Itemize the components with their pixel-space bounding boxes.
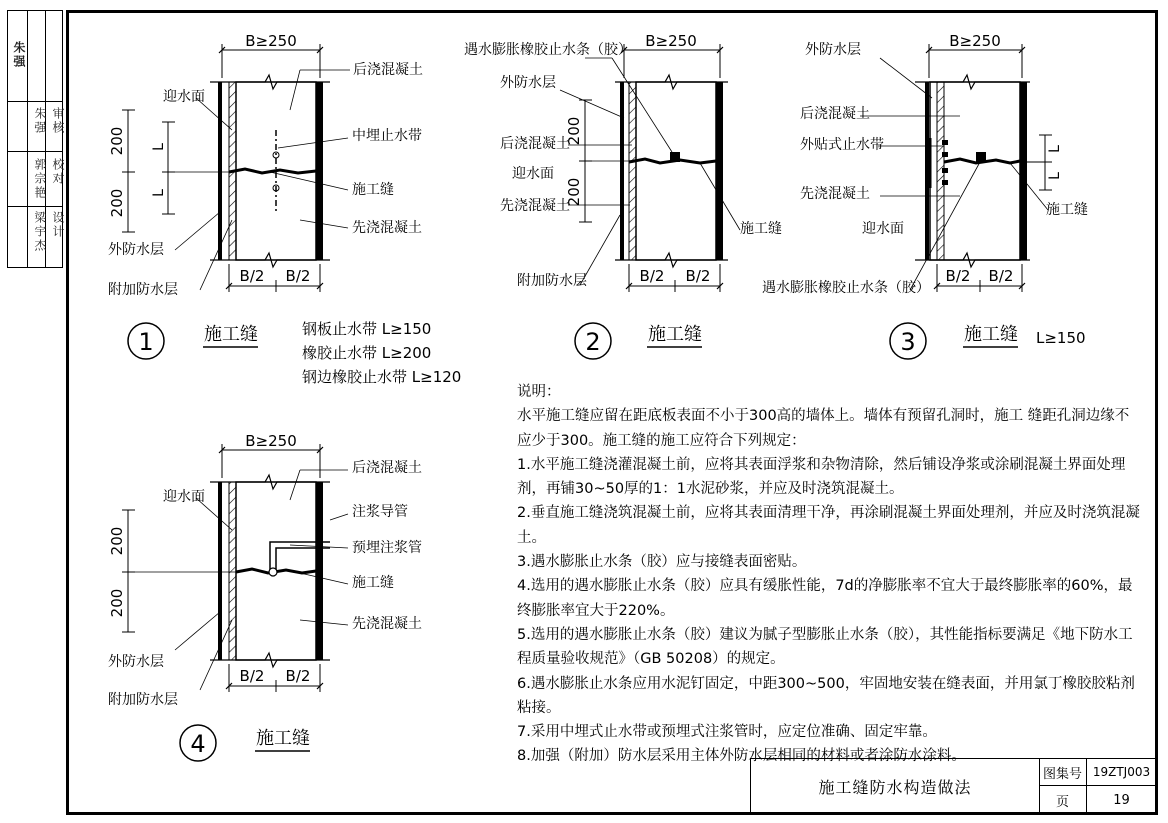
L-label-3a: L [1047, 145, 1063, 153]
sidebar-role-review: 审核 [51, 107, 65, 135]
diagram-title-3: 施工缝 [964, 324, 1018, 345]
page-number: 19 [1113, 792, 1130, 808]
sidebar-signature-1: 朱强 [12, 41, 26, 69]
diagram-title-4: 施工缝 [256, 728, 310, 749]
label-joint-3: 施工缝 [1046, 202, 1088, 218]
sidebar-role-design: 设计 [51, 211, 65, 239]
notes-item-7: 7.采用中埋式止水带或预埋式注浆管时，应定位准确、固定牢靠。 [517, 724, 937, 741]
diagram-number-1: 1 [138, 328, 154, 356]
swelling-waterstop-2 [670, 152, 680, 162]
label-swelling-strip-3: 遇水膨胀橡胶止水条（胶） [762, 280, 930, 296]
notes-item-2: 2.垂直施工缝浇筑混凝土前，应将其表面清理干净，再涂刷混凝土界面处理剂，并应及时浇筑混凝土。 [517, 505, 1140, 546]
label-outer-waterproof-3: 外防水层 [805, 42, 861, 58]
diagram-number-3: 3 [900, 328, 916, 356]
width-label-4: B≥250 [245, 432, 297, 450]
label-joint-1: 施工缝 [352, 182, 394, 198]
label-additional-waterproof-4: 附加防水层 [108, 692, 178, 708]
diagram-title-2: 施工缝 [648, 324, 702, 345]
requirement-rubber-1: 橡胶止水带 L≥200 [302, 344, 432, 362]
label-embedded-grout-pipe-4: 预埋注浆管 [352, 540, 422, 556]
atlas-number: 19ZTJ003 [1087, 759, 1156, 786]
diagram-number-4: 4 [190, 730, 206, 758]
half-width-label-2b: B/2 [685, 267, 711, 285]
half-width-label-3b: B/2 [988, 267, 1014, 285]
label-swelling-strip-2: 遇水膨胀橡胶止水条（胶） [464, 42, 632, 58]
dim-200-lower-4: 200 [108, 588, 126, 618]
label-joint-2: 施工缝 [740, 221, 782, 237]
notes-item-5: 5.选用的遇水膨胀止水条（胶）建议为腻子型膨胀止水条（胶），其性能指标要满足《地下防水工程质量验收规范》（GB 50208）的规定。 [517, 626, 1133, 668]
diagram-4 [108, 432, 422, 761]
sidebar-name-2: 郭宗艳 [33, 158, 47, 200]
label-embedded-waterstop-1: 中埋止水带 [352, 128, 422, 144]
L-label-3b: L [1047, 172, 1063, 180]
label-post-concrete-3: 后浇混凝土 [800, 106, 870, 122]
sidebar-name-1: 朱强 [33, 107, 47, 135]
page-label: 页 [1039, 786, 1087, 814]
diagram-1 [108, 32, 461, 386]
diagram-3 [762, 32, 1088, 359]
label-post-concrete-1: 后浇混凝土 [353, 62, 423, 78]
label-outer-waterproof-2: 外防水层 [500, 75, 556, 91]
half-width-label-4b: B/2 [285, 667, 311, 685]
diagram-title-suffix-3: L≥150 [1036, 329, 1086, 347]
label-pre-concrete-4: 先浇混凝土 [352, 616, 422, 632]
half-width-label-4a: B/2 [239, 667, 265, 685]
label-pre-concrete-3: 先浇混凝土 [800, 186, 870, 202]
label-outer-waterproof-1: 外防水层 [108, 242, 164, 258]
label-upstream-2: 迎水面 [512, 166, 554, 182]
width-label-3: B≥250 [949, 32, 1001, 50]
notes-heading: 说明： [517, 384, 561, 400]
dim-200-upper-4: 200 [108, 526, 126, 556]
outer-waterproof-1 [218, 82, 222, 260]
requirement-steel-1: 钢板止水带 L≥150 [302, 320, 432, 338]
width-label-2: B≥250 [645, 32, 697, 50]
label-upstream-3: 迎水面 [862, 221, 904, 237]
label-grout-guide-pipe-4: 注浆导管 [352, 504, 408, 520]
half-width-label-1b: B/2 [285, 267, 311, 285]
notes-intro: 水平施工缝应留在距底板表面不小于300高的墙体上。墙体有预留孔洞时，施工 缝距孔洞边缘不应少于300。施工缝的施工应符合下列规定： [517, 408, 1130, 449]
notes-section [517, 380, 1142, 769]
width-label-1: B≥250 [245, 32, 297, 50]
label-post-concrete-2: 后浇混凝土 [500, 136, 570, 152]
atlas-label: 图集号 [1039, 759, 1087, 786]
label-upstream-4: 迎水面 [163, 489, 205, 505]
diagram-number-2: 2 [585, 328, 601, 356]
half-width-label-2a: B/2 [639, 267, 665, 285]
notes-item-6: 6.遇水膨胀止水条应用水泥钉固定，中距300~500，牢固地安装在缝表面，并用氯丁橡胶胶粘剂粘接。 [517, 675, 1135, 716]
diagram-2 [464, 32, 782, 359]
notes-item-8: 8.加强（附加）防水层采用主体外防水层相同的材料或者涂防水涂料。 [517, 748, 966, 765]
L-label-1b: L [151, 189, 167, 197]
title-block [750, 758, 1155, 813]
half-width-label-1a: B/2 [239, 267, 265, 285]
label-upstream-1: 迎水面 [163, 89, 205, 105]
notes-item-1: 1.水平施工缝浇灌混凝土前，应将其表面浮浆和杂物清除，然后铺设净浆或涂刷混凝土界面处理剂，再铺30~50厚的1：1水泥砂浆，并应及时浇筑混凝土。 [517, 456, 1126, 498]
label-pre-concrete-1: 先浇混凝土 [352, 220, 422, 236]
L-label-1a: L [151, 143, 167, 151]
dim-200-lower-1: 200 [108, 188, 126, 218]
label-external-waterstop-3: 外贴式止水带 [800, 137, 884, 153]
notes-item-4: 4.选用的遇水膨胀止水条（胶）应具有缓胀性能，7d的净膨胀率不宜大于最终膨胀率的60%，最终膨胀率宜大于220%。 [517, 578, 1133, 619]
label-post-concrete-4: 后浇混凝土 [352, 460, 422, 476]
sidebar-role-check: 校对 [51, 158, 65, 186]
label-outer-waterproof-4: 外防水层 [108, 654, 164, 670]
swelling-waterstop-3 [976, 152, 986, 162]
label-additional-waterproof-2: 附加防水层 [517, 273, 587, 289]
dim-200-lower-2: 200 [565, 177, 583, 207]
label-pre-concrete-2: 先浇混凝土 [500, 198, 570, 214]
label-joint-4: 施工缝 [352, 575, 394, 591]
half-width-label-3a: B/2 [945, 267, 971, 285]
diagram-title-1: 施工缝 [204, 324, 258, 345]
requirement-steel-rubber-1: 钢边橡胶止水带 L≥120 [302, 368, 462, 386]
sidebar-name-3: 梁宇杰 [33, 211, 47, 253]
dim-200-upper-1: 200 [108, 126, 126, 156]
inner-face-1 [316, 82, 323, 260]
dim-200-upper-2: 200 [565, 116, 583, 146]
label-additional-waterproof-1: 附加防水层 [108, 282, 178, 298]
drawing-title: 施工缝防水构造做法 [751, 759, 1040, 813]
notes-item-3: 3.遇水膨胀止水条（胶）应与接缝表面密贴。 [517, 554, 807, 571]
